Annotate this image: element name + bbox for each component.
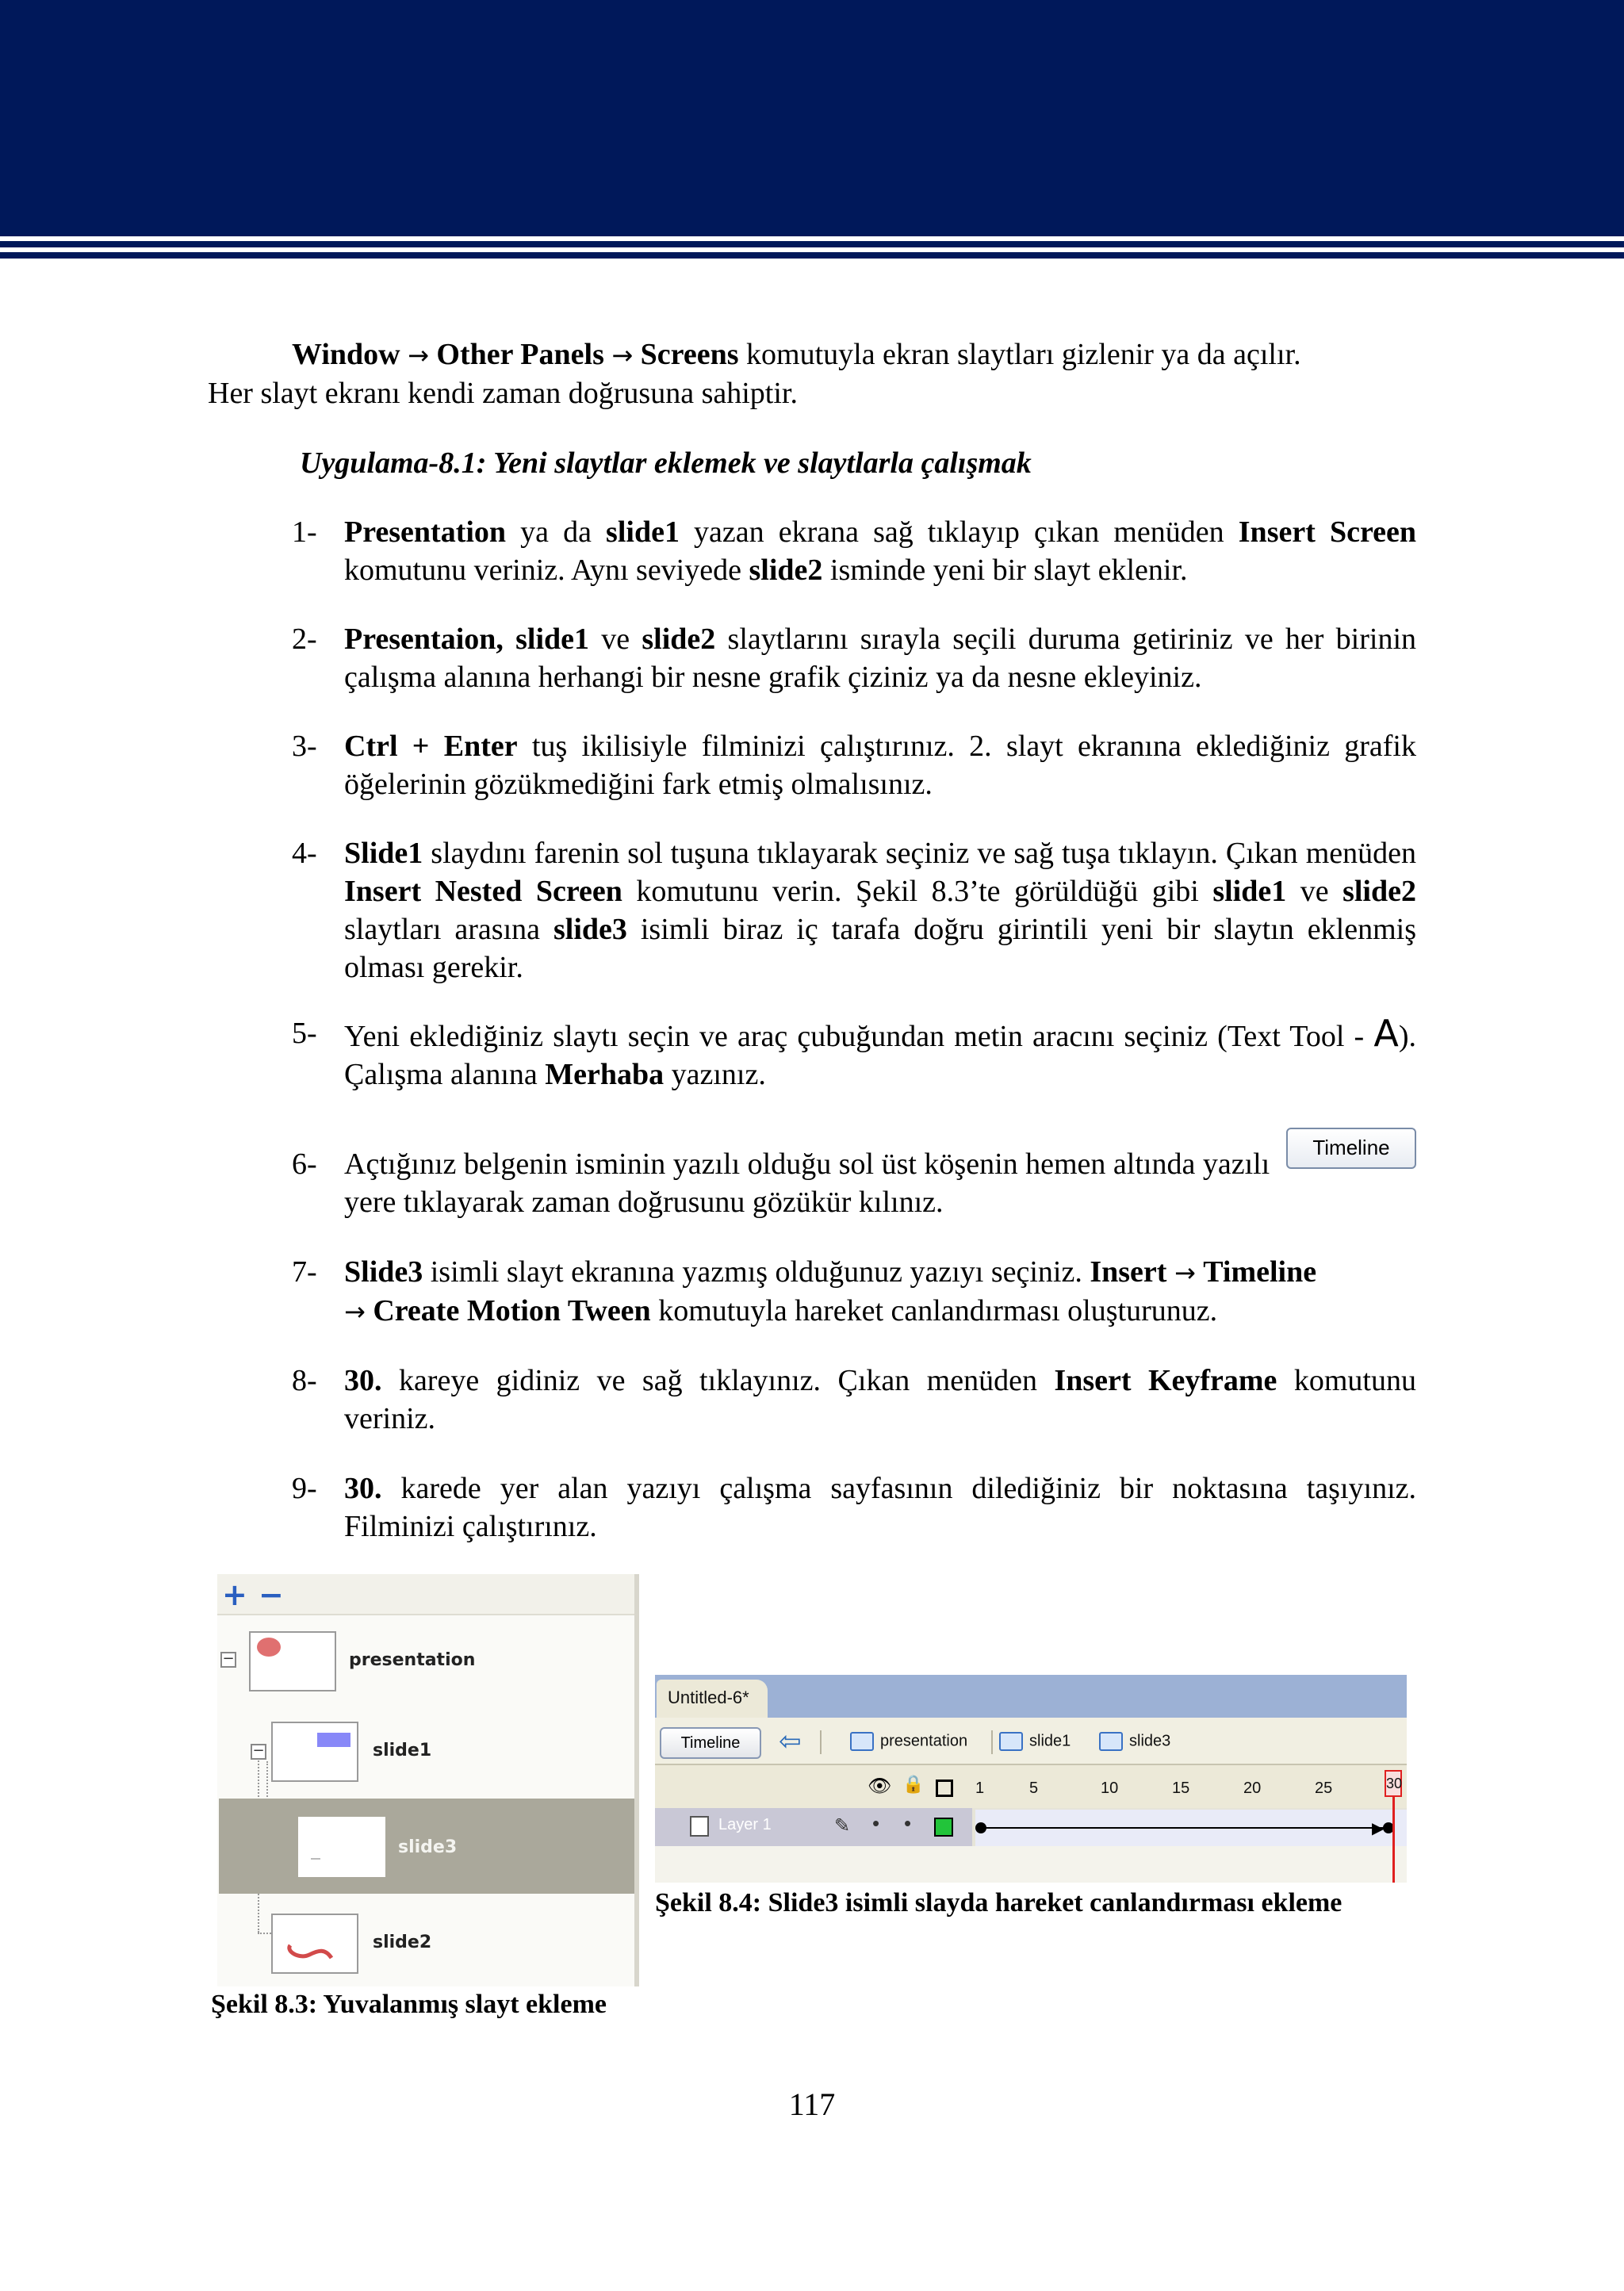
intro-paragraph: [208, 335, 1416, 412]
header-navy-block: [0, 0, 1624, 236]
bold-term: Insert Keyframe: [1054, 1364, 1277, 1397]
arrow-icon: →: [1174, 1258, 1196, 1288]
breadcrumb-slide1[interactable]: [999, 1732, 1071, 1751]
step-text: kareye gidiniz ve sağ tıklayınız. Çıkan menüden: [381, 1364, 1055, 1397]
bold-term: Timeline: [1203, 1255, 1317, 1289]
step-text: komutunu veriniz.: [344, 1364, 1416, 1435]
intro-line1-text: komutuyla ekran slaytları gizlenir ya da açılır.: [738, 338, 1301, 371]
bold-term: Slide1: [344, 837, 423, 870]
frame-ruler: [655, 1767, 1407, 1808]
tree-item-slide3[interactable]: slide3: [398, 1837, 458, 1857]
red-circle-shape: [257, 1638, 281, 1657]
bold-term: slide2: [749, 554, 823, 587]
bold-term: slide2: [1342, 875, 1416, 908]
collapse-icon[interactable]: −: [220, 1652, 236, 1668]
slide2-thumbnail[interactable]: [271, 1914, 358, 1974]
bold-term: Merhaba: [545, 1058, 665, 1091]
breadcrumb-slide3[interactable]: [1099, 1732, 1170, 1751]
outline-icon[interactable]: [936, 1780, 953, 1797]
bold-term: Presentaion,: [344, 623, 504, 656]
header-rule-top: [0, 241, 1624, 247]
step-text: isminde yeni bir slayt eklenir.: [822, 554, 1188, 587]
page-header-banner: [0, 0, 1624, 239]
playhead-frame-number[interactable]: 30: [1385, 1770, 1402, 1797]
step-text: ). Çalışma alanına: [344, 1020, 1416, 1091]
screen-icon: [850, 1732, 874, 1751]
bold-term: slide1: [606, 515, 680, 549]
bold-term: Insert Screen: [1238, 515, 1416, 549]
bold-term: Insert Nested Screen: [344, 875, 622, 908]
blue-rect-shape: [317, 1733, 350, 1747]
bold-term: Create Motion Tween: [373, 1294, 651, 1327]
breadcrumb-label: presentation: [880, 1732, 968, 1750]
step-number: 6-: [292, 1147, 317, 1181]
frame-tick: 20: [1243, 1780, 1262, 1797]
remove-screen-icon[interactable]: −: [259, 1577, 284, 1612]
bold-term: slide1: [515, 623, 590, 656]
step-number: 5-: [292, 1017, 317, 1050]
collapse-icon[interactable]: −: [251, 1744, 266, 1760]
step-9: [292, 1469, 1416, 1546]
page-number: 117: [788, 2086, 836, 2122]
bold-term: Ctrl + Enter: [344, 730, 518, 763]
tree-item-presentation[interactable]: presentation: [349, 1650, 476, 1670]
step-4: [292, 834, 1416, 987]
slide1-thumbnail[interactable]: [271, 1722, 358, 1782]
lock-dot-icon[interactable]: •: [904, 1811, 912, 1835]
screens-toolbar: [217, 1574, 634, 1615]
timeline-bottom-bar: [655, 1846, 1407, 1883]
screens-panel-figure: [217, 1574, 639, 1986]
menu-other-panels: Other Panels: [436, 338, 604, 371]
arrow-icon: →: [344, 1297, 366, 1327]
step-text: komutunu verin. Şekil 8.3’te görüldüğü gibi: [622, 875, 1213, 908]
divider: [820, 1730, 822, 1754]
lock-icon[interactable]: 🔒: [902, 1775, 925, 1795]
presentation-thumbnail[interactable]: [249, 1631, 336, 1691]
step-number: 9-: [292, 1472, 317, 1505]
step-number: 3-: [292, 730, 317, 763]
bold-term: Presentation: [344, 515, 507, 549]
step-text: yazan ekrana sağ tıklayıp çıkan menüden: [679, 515, 1239, 549]
bold-term: slide1: [1212, 875, 1287, 908]
step-5: [292, 1014, 1416, 1094]
document-tab-strip: [655, 1675, 1407, 1718]
step-2: [292, 620, 1416, 696]
breadcrumb-presentation[interactable]: [850, 1732, 967, 1751]
step-3: [292, 727, 1416, 803]
timeline-toggle-button[interactable]: Timeline: [660, 1727, 761, 1759]
step-text: isimli biraz iç tarafa doğru girintili yeni bir slaytın eklenmiş olması gerekir.: [344, 913, 1416, 984]
edit-bar: [655, 1718, 1407, 1765]
screen-icon: [999, 1732, 1023, 1751]
tween-arrowhead-icon: ▶: [1372, 1818, 1385, 1837]
figure-8-3-caption: Şekil 8.3: Yuvalanmış slayt ekleme: [211, 1990, 607, 2019]
back-arrow-icon[interactable]: ⇦: [779, 1726, 802, 1757]
tree-item-slide2[interactable]: slide2: [373, 1933, 432, 1952]
tree-item-slide1[interactable]: slide1: [373, 1741, 432, 1760]
timeline-figure: [655, 1675, 1407, 1883]
eye-icon[interactable]: 👁: [868, 1775, 892, 1797]
intro-line2-text: Her slayt ekranı kendi zaman doğrusuna sahiptir.: [208, 377, 798, 410]
section-heading: Uygulama-8.1: Yeni slaytlar eklemek ve slaytlarla çalışmak: [300, 446, 1032, 480]
step-1: [292, 513, 1416, 589]
step-text: Açtığınız belgenin isminin yazılı olduğu sol üst köşenin hemen altında yazılı yere tıklayarak zaman doğrusunu gözükür kılınız.: [344, 1147, 1270, 1219]
bold-term: 30.: [344, 1364, 382, 1397]
step-text: isimli slayt ekranına yazmış olduğunuz yazıyı seçiniz.: [423, 1255, 1090, 1289]
bold-term: Slide3: [344, 1255, 423, 1289]
step-7: [292, 1253, 1416, 1331]
text-tool-icon: A: [1373, 1012, 1399, 1055]
arrow-icon: →: [611, 340, 634, 370]
figure-8-4-caption: Şekil 8.4: Slide3 isimli slayda hareket canlandırması ekleme: [655, 1888, 1342, 1917]
frame-tick: 5: [1029, 1780, 1039, 1797]
screen-icon: [1099, 1732, 1123, 1751]
step-text: Yeni eklediğiniz slaytı seçin ve araç çubuğundan metin aracını seçiniz (Text Tool -: [344, 1020, 1374, 1053]
bold-term: 30.: [344, 1472, 382, 1505]
timeline-button-illustration: Timeline: [1286, 1128, 1416, 1169]
text-mark-shape: [311, 1858, 320, 1860]
step-text: slaytları arasına: [344, 913, 553, 946]
step-number: 8-: [292, 1364, 317, 1397]
slide3-thumbnail[interactable]: [298, 1817, 385, 1877]
pencil-icon: ✎: [834, 1814, 851, 1837]
breadcrumb-label: slide1: [1029, 1732, 1071, 1750]
arrow-icon: →: [408, 340, 429, 370]
start-keyframe-dot[interactable]: [975, 1822, 986, 1833]
step-number: 4-: [292, 837, 317, 870]
menu-window: Window: [292, 338, 400, 371]
step-text: slaydını farenin sol tuşuna tıklayarak seçiniz ve sağ tuşa tıklayın. Çıkan menüden: [423, 837, 1416, 870]
step-text: tuş ikilisiyle filminizi çalıştırınız. 2. slayt ekranına eklediğiniz grafik öğelerinin gözükmediğini fark etmiş olmalısınız.: [344, 730, 1416, 801]
bold-term: slide3: [553, 913, 627, 946]
step-8: [292, 1362, 1416, 1438]
layer-page-icon: [690, 1816, 709, 1837]
layer-color-icon[interactable]: [934, 1818, 953, 1837]
step-text: ve: [1286, 875, 1343, 908]
step-text: komutuyla hareket canlandırması oluşturunuz.: [650, 1294, 1218, 1327]
frame-tick: 10: [1101, 1780, 1119, 1797]
step-text: komutunu veriniz. Aynı seviyede: [344, 554, 749, 587]
step-number: 1-: [292, 515, 317, 549]
step-number: 7-: [292, 1255, 317, 1289]
bold-term: Insert: [1090, 1255, 1167, 1289]
step-number: 2-: [292, 623, 317, 656]
breadcrumb-label: slide3: [1129, 1732, 1171, 1750]
menu-screens: Screens: [640, 338, 739, 371]
step-6: [292, 1145, 1281, 1221]
document-tab[interactable]: Untitled-6*: [657, 1680, 768, 1718]
frame-tick: 15: [1172, 1780, 1190, 1797]
layer-name-cell[interactable]: [655, 1808, 972, 1846]
add-screen-icon[interactable]: +: [222, 1577, 247, 1612]
frame-tick: 1: [975, 1780, 985, 1797]
motion-tween-line: [979, 1827, 1392, 1829]
step-text: [504, 623, 515, 656]
step-text: yazınız.: [664, 1058, 766, 1091]
bold-term: slide2: [642, 623, 716, 656]
step-text: ya da: [506, 515, 607, 549]
step-text: slaytlarını sırayla seçili duruma getiriniz ve her birinin çalışma alanına herhangi bir nesne grafik çiziniz ya da nesne ekleyiniz.: [344, 623, 1417, 694]
layer-name: Layer 1: [718, 1816, 772, 1833]
step-text: ve: [589, 623, 642, 656]
step-text: karede yer alan yazıyı çalışma sayfasının dilediğiniz bir noktasına taşıyınız. Filminizi çalıştırınız.: [344, 1472, 1416, 1543]
frame-tick: 25: [1315, 1780, 1333, 1797]
divider: [991, 1730, 993, 1754]
header-rule-bottom: [0, 252, 1624, 259]
squiggle-shape: [273, 1915, 357, 1972]
visible-dot-icon[interactable]: •: [872, 1811, 880, 1835]
